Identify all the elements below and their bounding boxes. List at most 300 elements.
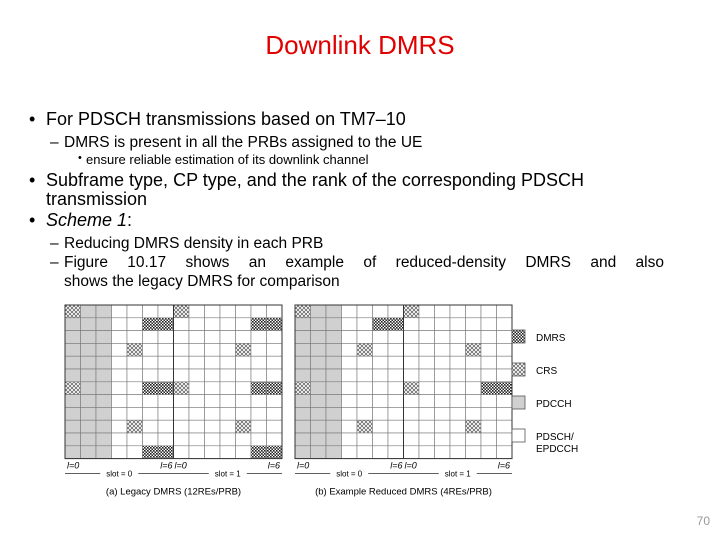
pdsch-cell <box>481 420 497 433</box>
pdsch-cell <box>267 433 283 446</box>
pdsch-cell <box>497 318 513 331</box>
pdsch-cell <box>220 343 236 356</box>
pdsch-cell <box>174 369 190 382</box>
pdsch-cell <box>112 343 128 356</box>
pdcch-cell <box>311 407 327 420</box>
pdsch-cell <box>158 420 174 433</box>
pdsch-cell <box>112 407 128 420</box>
legacy-dmrs-grid <box>65 305 282 498</box>
pdcch-cell <box>65 369 81 382</box>
axis-label: l=0 <box>174 460 187 471</box>
pdsch-cell <box>189 382 205 395</box>
pdsch-cell <box>143 331 159 344</box>
pdsch-cell <box>205 318 221 331</box>
pdsch-cell <box>158 331 174 344</box>
pdsch-cell <box>189 433 205 446</box>
pdsch-cell <box>143 407 159 420</box>
pdsch-cell <box>419 420 435 433</box>
pdcch-cell <box>65 395 81 408</box>
pdsch-cell <box>205 369 221 382</box>
dmrs-cell <box>388 318 404 331</box>
pdsch-cell <box>236 369 252 382</box>
crs-cell <box>174 305 190 318</box>
pdsch-cell <box>236 382 252 395</box>
pdsch-cell <box>112 305 128 318</box>
pdsch-cell <box>419 318 435 331</box>
pdsch-cell <box>357 407 373 420</box>
pdsch-cell <box>189 318 205 331</box>
pdcch-cell <box>311 420 327 433</box>
pdsch-cell <box>189 331 205 344</box>
pdsch-cell <box>435 395 451 408</box>
pdsch-cell <box>127 318 143 331</box>
pdcch-cell <box>96 369 112 382</box>
pdcch-cell <box>295 420 311 433</box>
pdcch-cell <box>295 407 311 420</box>
pdsch-cell <box>127 395 143 408</box>
pdsch-cell <box>466 318 482 331</box>
dmrs-cell <box>267 446 283 459</box>
pdsch-cell <box>220 356 236 369</box>
pdcch-cell <box>326 369 342 382</box>
pdsch-cell <box>419 407 435 420</box>
slot-label: slot = 0 <box>336 469 363 479</box>
legend-label: DMRS <box>536 333 566 344</box>
pdsch-cell <box>205 407 221 420</box>
scheme-colon: : <box>127 210 133 230</box>
bullet-dot-icon: • <box>29 109 36 129</box>
pdsch-cell <box>189 420 205 433</box>
pdcch-cell <box>311 446 327 459</box>
pdsch-cell <box>174 420 190 433</box>
pdcch-cell <box>96 382 112 395</box>
pdsch-cell <box>450 382 466 395</box>
pdsch-cell <box>419 343 435 356</box>
pdsch-cell <box>205 343 221 356</box>
pdsch-cell <box>373 331 389 344</box>
crs-cell <box>295 305 311 318</box>
pdsch-cell <box>404 356 420 369</box>
pdcch-cell <box>65 407 81 420</box>
pdsch-cell <box>342 433 358 446</box>
pdsch-cell <box>481 433 497 446</box>
pdsch-cell <box>481 369 497 382</box>
pdsch-cell <box>357 356 373 369</box>
pdcch-cell <box>96 343 112 356</box>
pdsch-cell <box>373 395 389 408</box>
crs-cell <box>236 420 252 433</box>
pdsch-cell <box>205 420 221 433</box>
pdsch-cell <box>205 446 221 459</box>
pdsch-cell <box>112 356 128 369</box>
pdsch-cell <box>481 407 497 420</box>
legend-swatch-dmrs <box>512 330 525 343</box>
pdsch-cell <box>435 446 451 459</box>
pdsch-cell <box>342 407 358 420</box>
sub-sub-bullet-text: ensure reliable estimation of its downlink channel <box>86 152 369 167</box>
pdsch-cell <box>342 395 358 408</box>
pdsch-cell <box>388 343 404 356</box>
pdsch-cell <box>481 343 497 356</box>
pdsch-cell <box>158 433 174 446</box>
pdsch-cell <box>342 420 358 433</box>
pdcch-cell <box>326 356 342 369</box>
pdsch-cell <box>435 407 451 420</box>
pdsch-cell <box>357 395 373 408</box>
pdcch-cell <box>326 446 342 459</box>
pdsch-cell <box>251 343 267 356</box>
crs-cell <box>357 343 373 356</box>
legend-swatch-pdcch <box>512 396 525 409</box>
pdsch-cell <box>112 420 128 433</box>
pdsch-cell <box>205 395 221 408</box>
pdsch-cell <box>143 343 159 356</box>
dmrs-cell <box>251 318 267 331</box>
pdcch-cell <box>295 369 311 382</box>
dmrs-cell <box>267 382 283 395</box>
pdsch-cell <box>267 356 283 369</box>
pdsch-cell <box>127 433 143 446</box>
pdsch-cell <box>450 331 466 344</box>
crs-cell <box>295 382 311 395</box>
pdsch-cell <box>236 395 252 408</box>
pdsch-cell <box>450 305 466 318</box>
figure-caption: (a) Legacy DMRS (12REs/PRB) <box>105 486 242 498</box>
pdsch-cell <box>236 407 252 420</box>
pdsch-cell <box>189 343 205 356</box>
pdcch-cell <box>311 382 327 395</box>
pdsch-cell <box>189 446 205 459</box>
pdsch-cell <box>251 433 267 446</box>
figure-legend <box>512 330 578 455</box>
pdcch-cell <box>65 433 81 446</box>
pdsch-cell <box>450 343 466 356</box>
crs-cell <box>127 420 143 433</box>
pdsch-cell <box>357 369 373 382</box>
pdsch-cell <box>174 395 190 408</box>
dmrs-cell <box>373 318 389 331</box>
pdcch-cell <box>96 331 112 344</box>
pdsch-cell <box>404 369 420 382</box>
pdsch-cell <box>174 446 190 459</box>
pdsch-cell <box>220 407 236 420</box>
pdsch-cell <box>450 446 466 459</box>
dash-icon: – <box>50 254 59 271</box>
pdsch-cell <box>388 407 404 420</box>
pdsch-cell <box>342 382 358 395</box>
pdsch-cell <box>497 356 513 369</box>
pdsch-cell <box>267 420 283 433</box>
pdsch-cell <box>127 446 143 459</box>
pdcch-cell <box>65 331 81 344</box>
pdsch-cell <box>497 305 513 318</box>
dmrs-cell <box>143 318 159 331</box>
pdsch-cell <box>466 331 482 344</box>
pdsch-cell <box>481 395 497 408</box>
pdcch-cell <box>311 395 327 408</box>
pdsch-cell <box>497 446 513 459</box>
pdcch-cell <box>295 433 311 446</box>
bullet-dot-icon: • <box>78 152 82 164</box>
pdsch-cell <box>220 318 236 331</box>
pdsch-cell <box>342 446 358 459</box>
pdsch-cell <box>112 446 128 459</box>
pdsch-cell <box>388 369 404 382</box>
pdsch-cell <box>481 446 497 459</box>
pdsch-cell <box>357 318 373 331</box>
pdsch-cell <box>174 407 190 420</box>
sub-bullet-text: Reducing DMRS density in each PRB <box>64 235 324 252</box>
dmrs-cell <box>251 446 267 459</box>
slot-label: slot = 0 <box>106 469 133 479</box>
pdcch-cell <box>311 305 327 318</box>
pdsch-cell <box>450 369 466 382</box>
pdcch-cell <box>326 318 342 331</box>
pdcch-cell <box>81 305 97 318</box>
pdcch-cell <box>311 433 327 446</box>
pdsch-cell <box>435 433 451 446</box>
pdsch-cell <box>127 382 143 395</box>
pdsch-cell <box>267 407 283 420</box>
pdsch-cell <box>112 395 128 408</box>
pdsch-cell <box>373 305 389 318</box>
pdsch-cell <box>267 343 283 356</box>
scheme-label: Scheme 1 <box>46 210 128 230</box>
pdsch-cell <box>220 446 236 459</box>
pdcch-cell <box>96 395 112 408</box>
pdsch-cell <box>481 331 497 344</box>
bullet-dot-icon: • <box>29 170 36 190</box>
pdcch-cell <box>81 343 97 356</box>
pdsch-cell <box>251 395 267 408</box>
pdcch-cell <box>81 356 97 369</box>
pdcch-cell <box>96 407 112 420</box>
pdsch-cell <box>236 356 252 369</box>
crs-cell <box>466 343 482 356</box>
pdsch-cell <box>174 331 190 344</box>
legend-swatch-crs <box>512 363 525 376</box>
bullet-text: For PDSCH transmissions based on TM7–10 <box>46 109 406 129</box>
pdsch-cell <box>342 305 358 318</box>
pdcch-cell <box>65 318 81 331</box>
pdcch-cell <box>311 318 327 331</box>
pdsch-cell <box>419 433 435 446</box>
pdsch-cell <box>220 305 236 318</box>
pdsch-cell <box>497 395 513 408</box>
pdcch-cell <box>96 356 112 369</box>
pdsch-cell <box>143 369 159 382</box>
sub-bullet-text-line: shows the legacy DMRS for comparison <box>64 273 340 290</box>
pdsch-cell <box>220 369 236 382</box>
pdsch-cell <box>373 369 389 382</box>
sub-bullet-text: DMRS is present in all the PRBs assigned to the UE <box>64 134 423 151</box>
pdsch-cell <box>435 420 451 433</box>
pdsch-cell <box>466 446 482 459</box>
pdsch-cell <box>419 446 435 459</box>
pdsch-cell <box>127 356 143 369</box>
slot-label: slot = 1 <box>214 469 241 479</box>
pdsch-cell <box>466 407 482 420</box>
pdsch-cell <box>127 305 143 318</box>
pdsch-cell <box>419 305 435 318</box>
pdsch-cell <box>435 331 451 344</box>
pdsch-cell <box>388 446 404 459</box>
figure-caption: (b) Example Reduced DMRS (4REs/PRB) <box>315 486 492 498</box>
pdsch-cell <box>158 407 174 420</box>
pdsch-cell <box>435 305 451 318</box>
crs-cell <box>466 420 482 433</box>
pdsch-cell <box>127 369 143 382</box>
pdsch-cell <box>143 395 159 408</box>
axis-label: l=0 <box>67 460 80 471</box>
sub-bullet-text-line: Figure 10.17 shows an example of reduced-density DMRS and also <box>64 254 664 271</box>
pdsch-cell <box>220 420 236 433</box>
pdsch-cell <box>450 395 466 408</box>
pdcch-cell <box>326 382 342 395</box>
dmrs-cell <box>158 318 174 331</box>
pdsch-cell <box>404 331 420 344</box>
dmrs-cell <box>143 446 159 459</box>
pdsch-cell <box>112 382 128 395</box>
page-number: 70 <box>696 514 710 528</box>
pdsch-cell <box>435 369 451 382</box>
pdsch-cell <box>373 433 389 446</box>
pdsch-cell <box>450 356 466 369</box>
pdsch-cell <box>388 395 404 408</box>
page-title: Downlink DMRS <box>265 30 455 60</box>
pdsch-cell <box>466 305 482 318</box>
dmrs-cell <box>267 318 283 331</box>
pdcch-cell <box>311 356 327 369</box>
pdsch-cell <box>357 446 373 459</box>
pdsch-cell <box>404 318 420 331</box>
bullet-text-line: Subframe type, CP type, and the rank of the corresponding PDSCH <box>46 170 584 190</box>
pdsch-cell <box>267 369 283 382</box>
pdcch-cell <box>311 369 327 382</box>
pdsch-cell <box>435 318 451 331</box>
pdsch-cell <box>342 356 358 369</box>
pdsch-cell <box>342 331 358 344</box>
pdsch-cell <box>419 395 435 408</box>
bullet-dot-icon: • <box>29 210 36 230</box>
pdsch-cell <box>174 343 190 356</box>
pdsch-cell <box>404 433 420 446</box>
pdsch-cell <box>373 343 389 356</box>
legend-label: PDCCH <box>536 399 572 410</box>
crs-cell <box>65 382 81 395</box>
pdsch-cell <box>466 356 482 369</box>
dmrs-cell <box>143 382 159 395</box>
pdsch-cell <box>236 446 252 459</box>
pdsch-cell <box>497 420 513 433</box>
dmrs-cell <box>497 382 513 395</box>
pdsch-cell <box>220 382 236 395</box>
crs-cell <box>236 343 252 356</box>
pdcch-cell <box>65 420 81 433</box>
pdsch-cell <box>205 305 221 318</box>
pdsch-cell <box>357 433 373 446</box>
pdsch-cell <box>143 305 159 318</box>
pdcch-cell <box>65 356 81 369</box>
pdsch-cell <box>497 331 513 344</box>
pdsch-cell <box>251 331 267 344</box>
pdsch-cell <box>388 420 404 433</box>
pdsch-cell <box>112 318 128 331</box>
pdsch-cell <box>267 305 283 318</box>
pdsch-cell <box>404 446 420 459</box>
axis-label: l=6 <box>390 460 403 471</box>
pdsch-cell <box>342 369 358 382</box>
reduced-dmrs-grid <box>295 305 512 498</box>
dmrs-cell <box>158 382 174 395</box>
bullet-text-line: transmission <box>46 189 148 209</box>
pdcch-cell <box>326 305 342 318</box>
pdsch-cell <box>189 395 205 408</box>
pdsch-cell <box>404 420 420 433</box>
pdsch-cell <box>435 382 451 395</box>
pdsch-cell <box>112 369 128 382</box>
pdsch-cell <box>251 420 267 433</box>
pdsch-cell <box>220 433 236 446</box>
pdsch-cell <box>497 407 513 420</box>
pdsch-cell <box>112 331 128 344</box>
pdsch-cell <box>388 356 404 369</box>
pdcch-cell <box>81 395 97 408</box>
pdcch-cell <box>81 420 97 433</box>
pdcch-cell <box>96 318 112 331</box>
pdsch-cell <box>450 433 466 446</box>
pdsch-cell <box>466 395 482 408</box>
pdcch-cell <box>295 446 311 459</box>
pdsch-cell <box>497 433 513 446</box>
dmrs-cell <box>251 382 267 395</box>
pdcch-cell <box>326 433 342 446</box>
pdsch-cell <box>189 407 205 420</box>
pdsch-cell <box>357 382 373 395</box>
pdsch-cell <box>205 382 221 395</box>
dash-icon: – <box>50 235 59 252</box>
pdcch-cell <box>326 407 342 420</box>
axis-label: l=6 <box>160 460 173 471</box>
pdsch-cell <box>158 356 174 369</box>
pdcch-cell <box>326 331 342 344</box>
pdcch-cell <box>96 420 112 433</box>
pdsch-cell <box>450 407 466 420</box>
pdsch-cell <box>435 356 451 369</box>
crs-cell <box>127 343 143 356</box>
pdcch-cell <box>326 420 342 433</box>
pdsch-cell <box>220 395 236 408</box>
pdsch-cell <box>127 407 143 420</box>
crs-cell <box>174 382 190 395</box>
pdsch-cell <box>174 433 190 446</box>
pdcch-cell <box>295 318 311 331</box>
pdsch-cell <box>189 369 205 382</box>
pdsch-cell <box>236 318 252 331</box>
pdsch-cell <box>158 305 174 318</box>
pdsch-cell <box>388 382 404 395</box>
pdsch-cell <box>357 331 373 344</box>
pdsch-cell <box>481 318 497 331</box>
crs-cell <box>404 305 420 318</box>
dash-icon: – <box>50 134 59 151</box>
pdsch-cell <box>143 356 159 369</box>
crs-cell <box>357 420 373 433</box>
pdsch-cell <box>404 407 420 420</box>
pdsch-cell <box>251 369 267 382</box>
pdsch-cell <box>158 395 174 408</box>
pdsch-cell <box>342 318 358 331</box>
